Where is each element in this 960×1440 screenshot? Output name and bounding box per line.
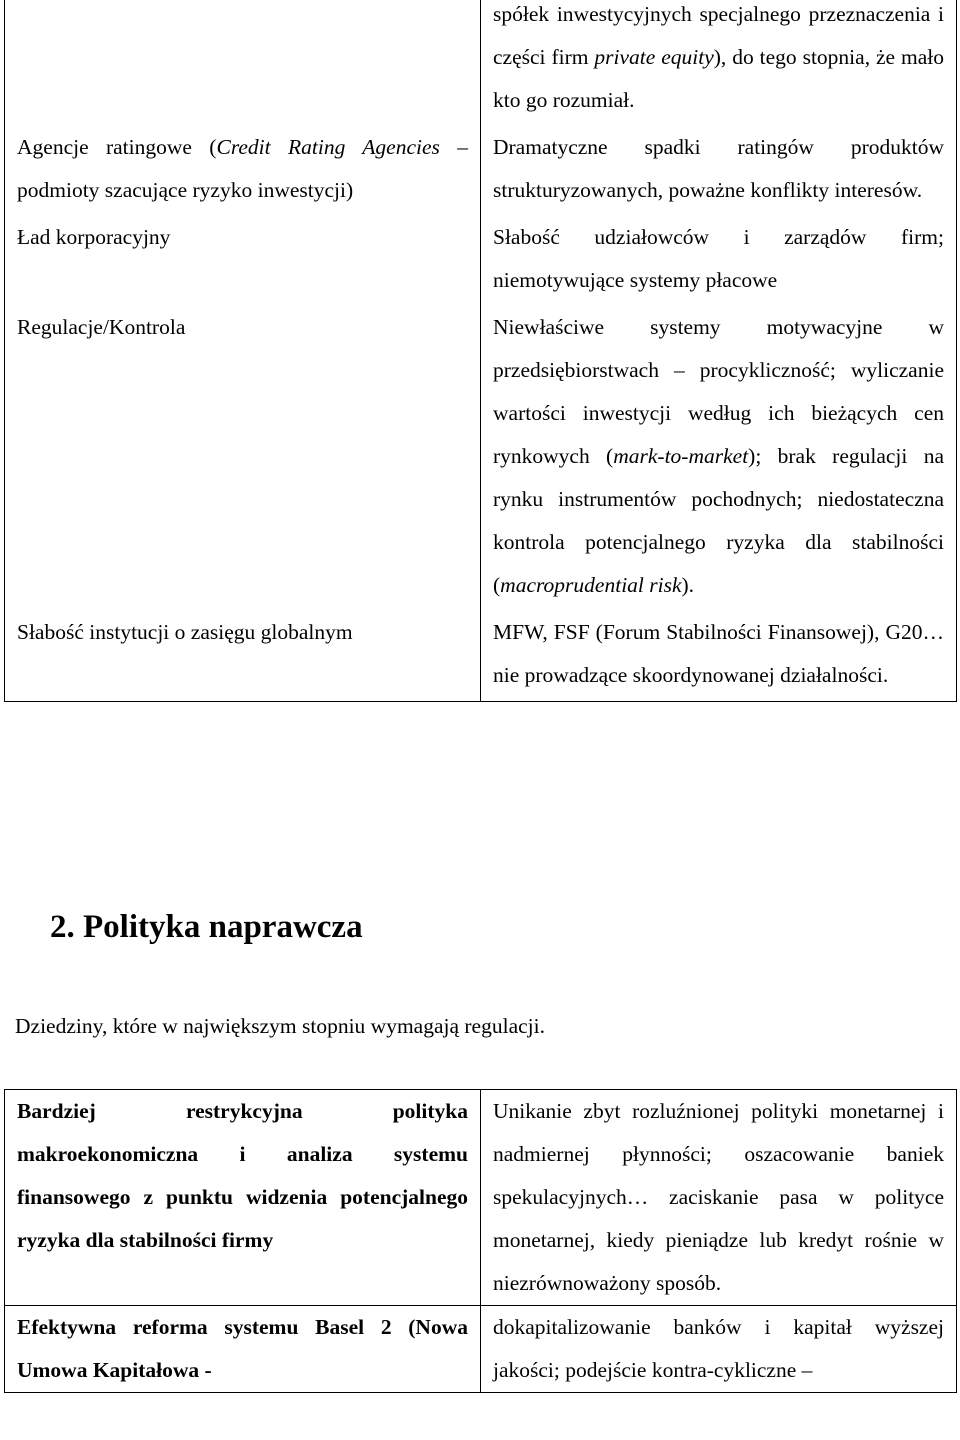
text-run: ), do tego stopnia, że mało kto go rozumiał. xyxy=(493,45,944,112)
table-row xyxy=(5,611,957,702)
text-run: Słabość udziałowców i zarządów firm; niemotywujące systemy płacowe xyxy=(493,225,944,292)
cell-area: Efektywna reforma systemu Basel 2 (Nowa Umowa Kapitałowa - xyxy=(5,1306,481,1393)
cell-area xyxy=(5,0,481,126)
cell-area: Bardziej restrykcyjna polityka makroekonomiczna i analiza systemu finansowego z punktu widzenia potencjalnego ryzyka dla stabilności firmy xyxy=(5,1090,481,1306)
cell-area xyxy=(5,126,481,216)
causes-table xyxy=(4,0,957,702)
cell-description: dokapitalizowanie banków i kapitał wyższej jakości; podejście kontra-cykliczne – xyxy=(481,1306,957,1393)
cell-area xyxy=(5,611,481,702)
table-row xyxy=(5,0,957,126)
cell-description xyxy=(481,216,957,306)
text-run: MFW, FSF (Forum Stabilności Finansowej), G20… nie prowadzące skoordynowanej działalności. xyxy=(493,620,944,687)
text-run: Dramatyczne spadki ratingów produktów strukturyzowanych, poważne konflikty interesów. xyxy=(493,135,944,202)
text-run: Agencje ratingowe ( xyxy=(17,135,217,159)
text-run: Niewłaściwe systemy motywacyjne w przedsiębiorstwach – procykliczność; wyliczanie wartości inwestycji według ich bieżących cen rynkowych ( xyxy=(493,315,944,468)
table-row xyxy=(5,216,957,306)
cell-area xyxy=(5,216,481,306)
cell-description xyxy=(481,0,957,126)
remedies-table xyxy=(4,1089,957,1393)
italic-text-run: private equity xyxy=(594,45,714,69)
cell-description: Unikanie zbyt rozluźnionej polityki monetarnej i nadmiernej płynności; oszacowanie baniek spekulacyjnych… zaciskanie pasa w polityce monetarnej, kiedy pieniądze lub kredyt rośnie w niezrównoważony sposób. xyxy=(481,1090,957,1306)
cell-description xyxy=(481,306,957,611)
italic-text-run: macroprudential risk xyxy=(500,573,682,597)
italic-text-run: mark-to-market xyxy=(613,444,749,468)
text-run: Regulacje/Kontrola xyxy=(17,315,186,339)
table-row xyxy=(5,1306,957,1393)
text-run: Ład korporacyjny xyxy=(17,225,171,249)
section-heading: 2. Polityka naprawcza xyxy=(50,909,363,945)
table-row xyxy=(5,126,957,216)
text-run: spółek inwestycyjnych specjalnego przeznaczenia i części firm xyxy=(493,2,944,69)
text-run: ); brak regulacji na rynku instrumentów pochodnych; niedostateczna kontrola potencjalnego ryzyka dla stabilności ( xyxy=(493,444,945,597)
text-run: Słabość instytucji o zasięgu globalnym xyxy=(17,620,353,644)
italic-text-run: Credit Rating Agencies xyxy=(216,135,440,159)
cell-description xyxy=(481,611,957,702)
cell-description xyxy=(481,126,957,216)
table-row xyxy=(5,1090,957,1306)
text-run: – podmioty szacujące ryzyko inwestycji) xyxy=(17,135,468,202)
section-intro: Dziedziny, które w największym stopniu wymagają regulacji. xyxy=(15,1014,545,1038)
text-run: ). xyxy=(681,573,695,597)
table-row xyxy=(5,306,957,611)
cell-area xyxy=(5,306,481,611)
